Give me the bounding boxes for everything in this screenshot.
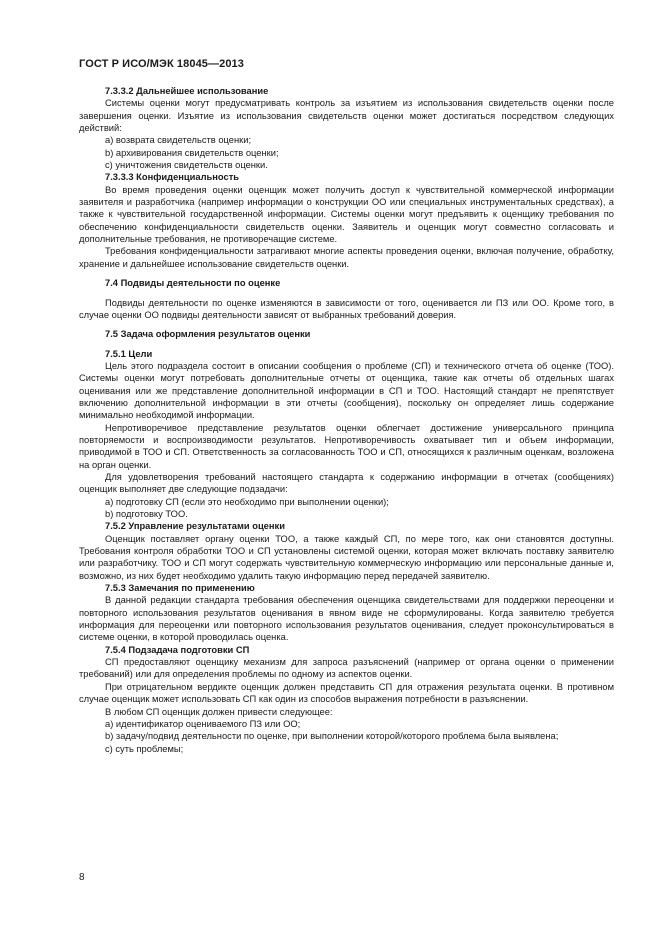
- paragraph: Во время проведения оценки оценщик может получить доступ к чувствительной коммерческой информации заявителя и разработчика (например информации о конструкции ОО или специальных инструментальных средствах), а также к чувствительной государственной информации. Системы оценки могут предъявить к оценщику требования по обеспечению конфиденциальности свидетельств оценки. Заявитель и оценщик могут совместно согласовать и дополнительные требования, не противоречащие системе.: [79, 184, 614, 245]
- page-number: 8: [79, 872, 85, 883]
- paragraph: СП предоставляют оценщику механизм для запроса разъяснений (например от органа оценки о применении требований) или для определения проблемы по одному из аспектов оценки.: [79, 657, 614, 680]
- list-item: c) уничтожения свидетельств оценки.: [105, 160, 268, 171]
- paragraph: В любом СП оценщик должен привести следующее:: [105, 706, 333, 717]
- spacer: [79, 270, 614, 277]
- heading-7-5-1: 7.5.1 Цели: [105, 348, 153, 359]
- heading-7-5: 7.5 Задача оформления результатов оценки: [105, 329, 311, 340]
- list-item: b) задачу/подвид деятельности по оценке, при выполнении которой/которого проблема была выявлена;: [105, 731, 559, 742]
- paragraph: Для удовлетворения требований настоящего стандарта к содержанию информации в отчетах (сообщениях) оценщик выполняет две следующие подзадачи:: [79, 471, 614, 495]
- paragraph: При отрицательном вердикте оценщик должен представить СП для отражения результата оценки. В противном случае оценщик может использовать СП как один из способов выражения потребности в разъяснении.: [79, 681, 614, 705]
- list-item: a) подготовку СП (если это необходимо при выполнении оценки);: [105, 496, 389, 507]
- spacer: [79, 341, 614, 348]
- heading-7-4: 7.4 Подвиды деятельности по оценке: [105, 278, 281, 289]
- heading-7-5-3: 7.5.3 Замечания по применению: [105, 583, 255, 594]
- paragraph: Оценщик поставляет органу оценки ТОО, а также каждый СП, по мере того, как они становятся доступны. Требования контроля обработки ТОО и СП установлены системой оценки, которая может включать поставку заявителю или разработчику. ТОО и СП могут содержать чувствительную коммерческую информацию или персональные данные и, возможно, из них будет необходимо удалить такую информацию перед передачей заявителю.: [79, 533, 614, 581]
- spacer: [79, 290, 614, 297]
- document-body: [79, 85, 614, 755]
- list-item: a) идентификатор оцениваемого ПЗ или ОО;: [105, 718, 301, 729]
- list-item: c) суть проблемы;: [105, 743, 184, 754]
- list-item: b) архивирования свидетельств оценки;: [105, 147, 279, 158]
- paragraph: В данной редакции стандарта требования обеспечения оценщика свидетельствами для поддержки переоценки и повторного использования результатов оценивания в явном виде не сформулированы. Когда заявителю требуется информация для переоценки или повторного использования результатов оценивания, следует проконсультироваться в системе оценки, в которой проводилась оценка.: [79, 595, 614, 643]
- list-item: a) возврата свидетельств оценки;: [105, 135, 252, 146]
- paragraph: Подвиды деятельности по оценке изменяются в зависимости от того, оценивается ли ПЗ или ОО. Кроме того, в случае оценки ОО подвиды деятельности зависят от выбранных требований доверия.: [79, 297, 614, 320]
- list-item: b) подготовку ТОО.: [105, 509, 188, 519]
- page-header: ГОСТ Р ИСО/МЭК 18045—2013: [79, 58, 244, 70]
- heading-7-5-2: 7.5.2 Управление результатами оценки: [105, 521, 285, 532]
- paragraph: Цель этого подраздела состоит в описании сообщения о проблеме (СП) и технического отчета об оценке (ТОО). Системы оценки могут потребовать дополнительные отчеты от оценщика, такие как отчеты об отдельных шагах оценивания или же представление дополнительной информации в СП и ТОО. Настоящий стандарт не препятствует включению дополнительной информации в эти отчеты (сообщения), поскольку он определяет лишь содержание минимально необходимой информации.: [79, 360, 614, 421]
- heading-7-3-3-2: 7.3.3.2 Дальнейшее использование: [105, 86, 269, 96]
- paragraph: Системы оценки могут предусматривать контроль за изъятием из использования свидетельств оценки после завершения оценки. Изъятие из использования свидетельств оценки может достигаться посредством следующих действий:: [79, 98, 614, 134]
- spacer: [79, 321, 614, 328]
- paragraph: Непротиворечивое представление результатов оценки облегчает достижение универсального принципа повторяемости и воспроизводимости результатов. Непротиворечивость охватывает тип и объем информации, приводимой в ТОО и СП. Ответственность за согласованность ТОО и СП, относящихся к различным оценкам, возложена на орган оценки.: [79, 422, 614, 470]
- heading-7-3-3-3: 7.3.3.3 Конфиденциальность: [105, 172, 240, 183]
- paragraph: Требования конфиденциальности затрагивают многие аспекты проведения оценки, включая получение, обработку, хранение и дальнейшее использование свидетельств оценки.: [79, 246, 614, 269]
- heading-7-5-4: 7.5.4 Подзадача подготовки СП: [105, 644, 250, 655]
